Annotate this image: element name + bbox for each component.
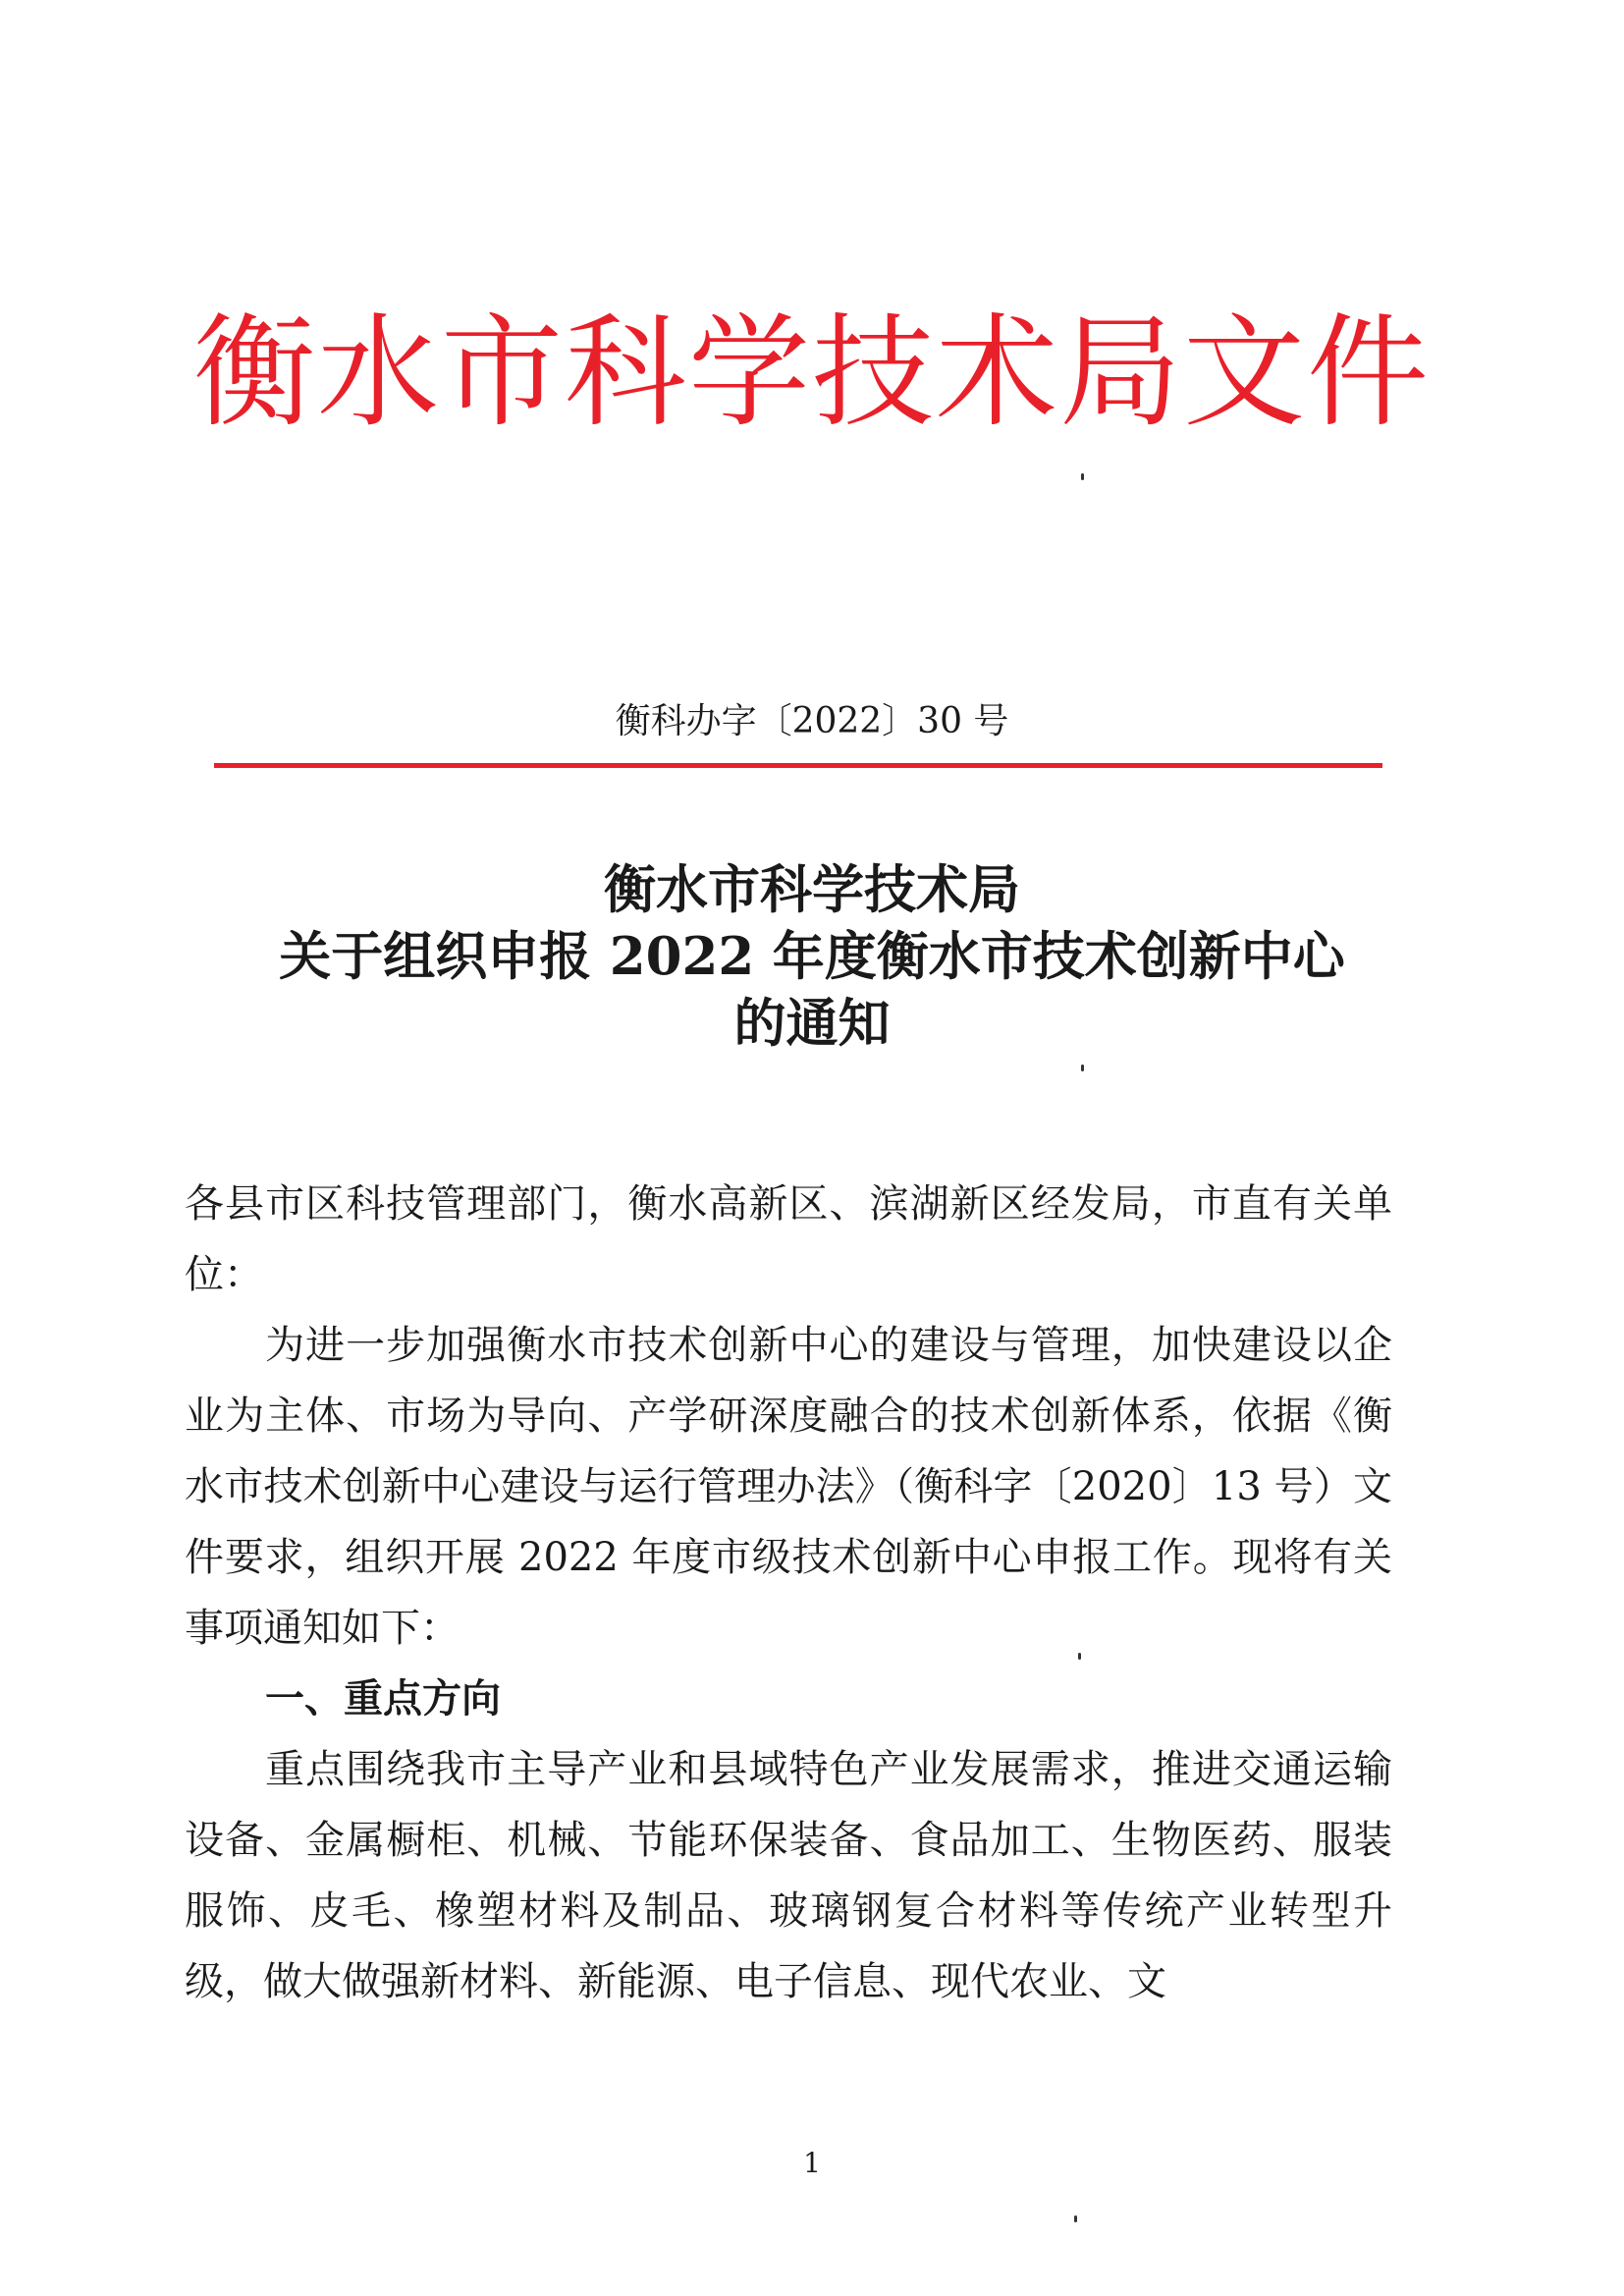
scan-speck xyxy=(1081,473,1084,480)
notice-body xyxy=(185,1169,1392,2017)
masthead-title: 衡水市科学技术局文件 xyxy=(192,302,1431,444)
title-line-1: 衡水市科学技术局 xyxy=(604,859,1020,920)
document-number: 衡科办字〔2022〕30 号 xyxy=(615,701,1009,741)
title-line-2: 关于组织申报 2022 年度衡水市技术创新中心 xyxy=(279,926,1345,987)
scan-speck xyxy=(1078,1653,1081,1660)
salutation: 各县市区科技管理部门，衡水高新区、滨湖新区经发局，市直有关单位： xyxy=(185,1181,1392,1297)
scan-speck xyxy=(1081,1065,1084,1071)
intro-paragraph: 为进一步加强衡水市技术创新中心的建设与管理，加快建设以企业为主体、市场为导向、产学研深度融合的技术创新体系，依据《衡水市技术创新中心建设与运行管理办法》（衡科字〔2020〕13 号）文件要求，组织开展 2022 年度市级技术创新中心申报工作。现将有关事项通知如下： xyxy=(185,1323,1392,1651)
red-divider-line xyxy=(214,763,1382,768)
notice-title xyxy=(0,856,1624,1057)
section-paragraph: 重点围绕我市主导产业和县域特色产业发展需求，推进交通运输设备、金属橱柜、机械、节能环保装备、食品加工、生物医药、服装服饰、皮毛、橡塑材料及制品、玻璃钢复合材料等传统产业转型升级，做大做强新材料、新能源、电子信息、现代农业、文 xyxy=(185,1747,1392,2004)
title-line-3: 的通知 xyxy=(733,993,891,1054)
page-number: 1 xyxy=(803,2147,821,2179)
scan-speck xyxy=(1074,2215,1077,2222)
section-heading: 一、重点方向 xyxy=(265,1676,501,1722)
